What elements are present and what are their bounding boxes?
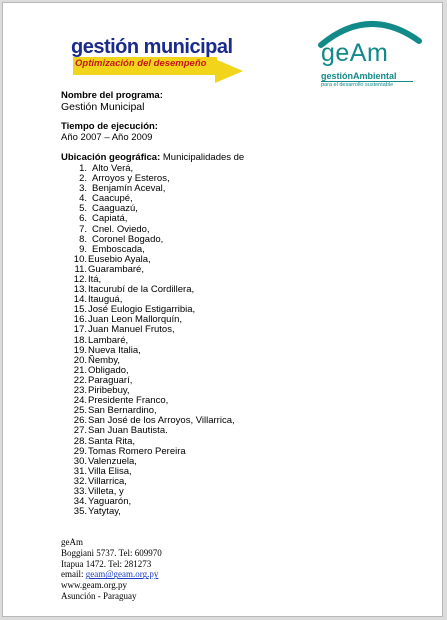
municipality-number: 24.	[73, 395, 87, 407]
footer-city: Asunción - Paraguay	[61, 590, 137, 601]
municipality-list	[61, 164, 431, 517]
footer-org: geAm	[61, 537, 83, 547]
municipality-item	[61, 507, 431, 517]
municipality-number: 6.	[79, 213, 87, 225]
email-link[interactable]: geam@geam.org.py	[85, 569, 159, 580]
municipality-name: San José de los Arroyos, Villarrica,	[88, 415, 235, 427]
municipality-name: Benjamín Aceval,	[92, 183, 166, 195]
municipality-name: Santa Rita,	[88, 435, 135, 447]
municipality-name: Nueva Italia,	[88, 344, 141, 356]
location-label: Ubicación geográfica:	[61, 152, 161, 164]
municipality-name: José Eulogio Estigarribia,	[88, 304, 196, 316]
municipality-name: Juan Leon Mallorquín,	[88, 314, 183, 326]
program-name-value: Gestión Municipal	[61, 100, 145, 113]
municipality-number: 27.	[73, 425, 87, 437]
municipality-name: Yaguarón,	[88, 496, 132, 508]
municipality-name: Capiatá,	[92, 213, 128, 225]
municipality-number: 23.	[73, 385, 87, 397]
municipality-name: Villarrica,	[88, 475, 127, 487]
municipality-name: Presidente Franco,	[88, 395, 169, 407]
time-label: Tiempo de ejecución:	[61, 121, 158, 133]
municipality-number: 21.	[73, 364, 87, 376]
municipality-name: Caaguazú,	[92, 203, 138, 215]
program-details	[61, 91, 431, 517]
footer-address-2: Itapua 1472. Tel: 281273	[61, 558, 152, 569]
municipality-number: 26.	[73, 415, 87, 427]
municipality-name: Lambaré,	[88, 334, 129, 346]
gestion-municipal-logo	[65, 33, 245, 83]
municipality-name: Villa Elisa,	[88, 465, 132, 477]
logo-title: gestión municipal	[71, 36, 233, 58]
municipality-name: Itauguá,	[88, 294, 123, 306]
municipality-number: 1.	[79, 162, 87, 174]
municipality-number: 25.	[73, 405, 87, 417]
email-label: email:	[61, 569, 86, 580]
municipality-name: Piribebuy,	[88, 385, 130, 397]
municipality-name: San Bernardino,	[88, 405, 157, 417]
municipality-number: 10.	[73, 253, 87, 265]
municipality-number: 17.	[73, 324, 87, 336]
municipality-name: Itacurubí de la Cordillera,	[88, 284, 195, 296]
municipality-item	[61, 265, 431, 275]
municipality-name: Arroyos y Esteros,	[92, 173, 170, 185]
municipality-name: Tomas Romero Pereira	[88, 445, 186, 457]
municipality-name: Guarambaré,	[88, 263, 144, 275]
municipality-number: 31.	[73, 465, 87, 477]
municipality-number: 28.	[73, 435, 87, 447]
municipality-name: Obligado,	[88, 364, 129, 376]
municipality-name: Villeta, y	[88, 485, 124, 497]
municipality-number: 30.	[73, 455, 87, 467]
municipality-name: Coronel Bogado,	[92, 233, 164, 245]
municipality-name: Paraguarí,	[88, 374, 133, 386]
municipality-name: Yatytay,	[88, 506, 121, 518]
municipality-number: 18.	[73, 334, 87, 346]
municipality-number: 34.	[73, 496, 87, 508]
municipality-number: 2.	[79, 173, 87, 185]
municipality-name: Cnel. Oviedo,	[92, 223, 150, 235]
municipality-number: 16.	[73, 314, 87, 326]
municipality-name: Alto Verá,	[92, 162, 134, 174]
municipality-number: 3.	[79, 183, 87, 195]
municipality-name: Eusebio Ayala,	[88, 253, 151, 265]
footer-contact	[61, 537, 361, 602]
municipality-number: 11.	[74, 263, 87, 275]
municipality-name: San Juan Bautista.	[88, 425, 168, 437]
municipality-number: 35.	[73, 506, 87, 518]
municipality-number: 13.	[73, 284, 87, 296]
geam-wordmark: geAm	[321, 39, 389, 67]
municipality-name: Itá,	[88, 274, 102, 285]
footer-address-1: Boggiani 5737. Tel: 609970	[61, 547, 162, 558]
municipality-number: 19.	[73, 344, 87, 356]
municipality-number: 33.	[73, 485, 87, 497]
municipality-name: Caacupé,	[92, 193, 133, 205]
municipality-number: 22.	[73, 374, 87, 386]
municipality-number: 12.	[73, 274, 87, 285]
municipality-number: 14.	[73, 294, 87, 306]
municipality-number: 15.	[73, 304, 87, 316]
municipality-number: 29.	[73, 445, 87, 457]
municipality-name: Emboscada,	[92, 243, 145, 255]
municipality-name: Ñemby,	[88, 354, 121, 366]
municipality-name: Valenzuela,	[88, 455, 137, 467]
footer-email-line	[61, 569, 361, 580]
program-name-label: Nombre del programa:	[61, 90, 163, 101]
footer-web[interactable]: www.geam.org.py	[61, 580, 127, 591]
location-value: Municipalidades de	[160, 152, 245, 164]
municipality-name: Juan Manuel Frutos,	[88, 324, 175, 336]
geam-tagline: para el desarrollo sustentable	[321, 82, 394, 88]
municipality-number: 7.	[79, 223, 87, 235]
municipality-number: 8.	[79, 233, 87, 245]
municipality-item	[61, 426, 431, 436]
geam-logo	[315, 11, 425, 91]
logo-subtitle: Optimización del desempeño	[75, 58, 207, 69]
geam-brand: gestiónAmbiental	[321, 71, 397, 81]
time-value: Año 2007 – Año 2009	[61, 131, 153, 143]
document-page	[2, 2, 443, 617]
municipality-number: 9.	[79, 243, 87, 255]
municipality-number: 5.	[79, 203, 87, 215]
municipality-number: 32.	[73, 475, 87, 487]
municipality-number: 20.	[73, 354, 87, 366]
municipality-number: 4.	[79, 193, 87, 205]
